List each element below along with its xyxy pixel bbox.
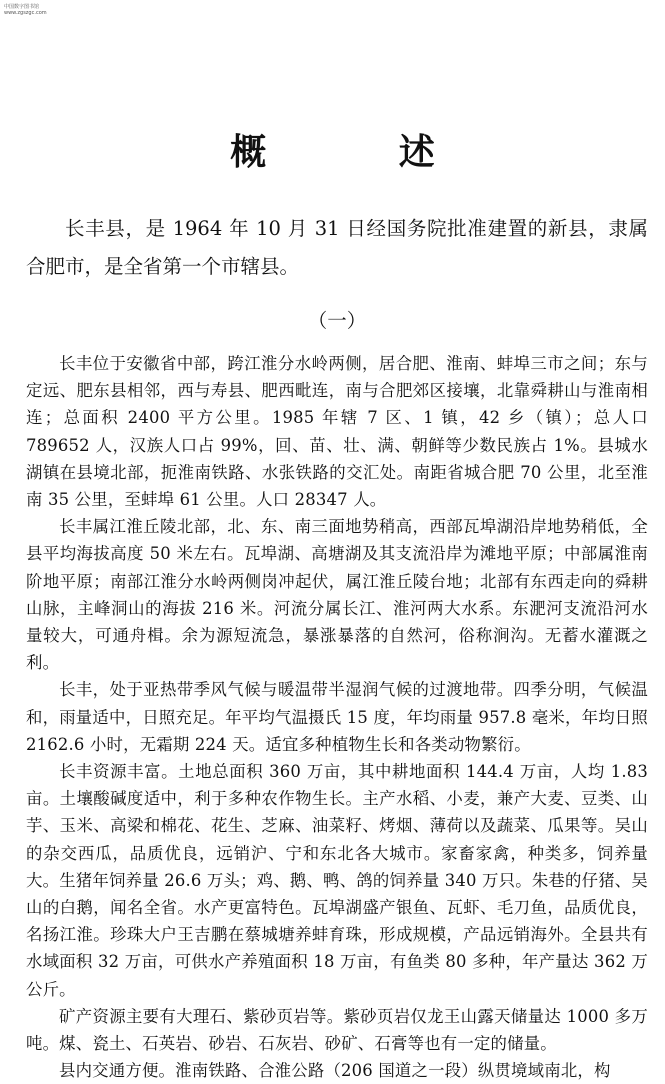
paragraph-transport: 县内交通方便。淮南铁路、合淮公路（206 国道之一段）纵贯境域南北，构: [59, 1061, 611, 1081]
paragraph-minerals: 矿产资源主要有大理石、紫砂页岩等。紫砂页岩仅龙王山露天储量达 1000 多万吨。煤、瓷土、石英岩、砂岩、石灰岩、砂矿、石膏等也有一定的储量。: [26, 1006, 648, 1054]
page-title: 概 述: [230, 131, 495, 174]
lead-paragraph: 长丰县，是 1964 年 10 月 31 日经国务院批准建置的新县，隶属合肥市，是全省第一个市辖县。: [26, 217, 648, 278]
paragraph-location: 长丰位于安徽省中部，跨江淮分水岭两侧，居合肥、淮南、蚌埠三市之间；东与定远、肥东县相邻，西与寿县、肥西毗连，南与合肥郊区接壤，北靠舜耕山与淮南相连；总面积 2400 平方公里。1985 年辖 7 区、1 镇，42 乡（镇）；总人口 789652 人，汉族人口占 99%，回、苗、壮、满、朝鲜等少数民族占 1%。县城水湖镇在县境北部，扼淮南铁路、水张铁路的交汇处。南距省城合肥 70 公里，北至淮南 35 公里，至蚌埠 61 公里。人口 28347 人。: [26, 354, 648, 510]
paragraph-terrain: 长丰属江淮丘陵北部，北、东、南三面地势稍高，西部瓦埠湖沿岸地势稍低，全县平均海拔高度 50 米左右。瓦埠湖、高塘湖及其支流沿岸为滩地平原；中部属淮南阶地平原；南部江淮分水岭两侧岗冲起伏，属江淮丘陵台地；北部有东西走向的舜耕山脉，主峰洞山的海拔 216 米。河流分属长江、淮河两大水系。东淝河支流沿河水量较大，可通舟楫。余为源短流急，暴涨暴落的自然河，俗称涧沟。无蓄水灌溉之利。: [26, 517, 648, 673]
page-body: [26, 210, 648, 1084]
library-watermark: 中国数字图书馆 www.zgszgc.com: [4, 4, 47, 16]
paragraph-resources: 长丰资源丰富。土地总面积 360 万亩，其中耕地面积 144.4 万亩，人均 1.83 亩。土壤酸碱度适中，利于多种农作物生长。主产水稻、小麦，兼产大麦、豆类、山芋、玉米、高梁和棉花、花生、芝麻、油菜籽、烤烟、薄荷以及蔬菜、瓜果等。吴山的杂交西瓜，品质优良，远销沪、宁和东北各大城市。家畜家禽，种类多，饲养量大。生猪年饲养量 26.6 万头；鸡、鹅、鸭、鸽的饲养量 340 万只。朱巷的仔猪、吴山的白鹅，闻名全省。水产更富特色。瓦埠湖盛产银鱼、瓦虾、毛刀鱼，品质优良，名扬江淮。珍珠大户王吉鹏在蔡城塘养蚌育珠，形成规模，产品远销海外。全县共有水域面积 32 万亩，可供水产养殖面积 18 万亩，有鱼类 80 多种，年产量达 362 万公斤。: [26, 762, 648, 999]
paragraph-climate: 长丰，处于亚热带季风气候与暖温带半湿润气候的过渡地带。四季分明，气候温和，雨量适中，日照充足。年平均气温摄氏 15 度，年均雨量 957.8 毫米，年均日照 2162.6 小时，无霜期 224 天。适宜多种植物生长和各类动物繁衍。: [26, 680, 648, 754]
section-heading: （一）: [307, 309, 367, 332]
